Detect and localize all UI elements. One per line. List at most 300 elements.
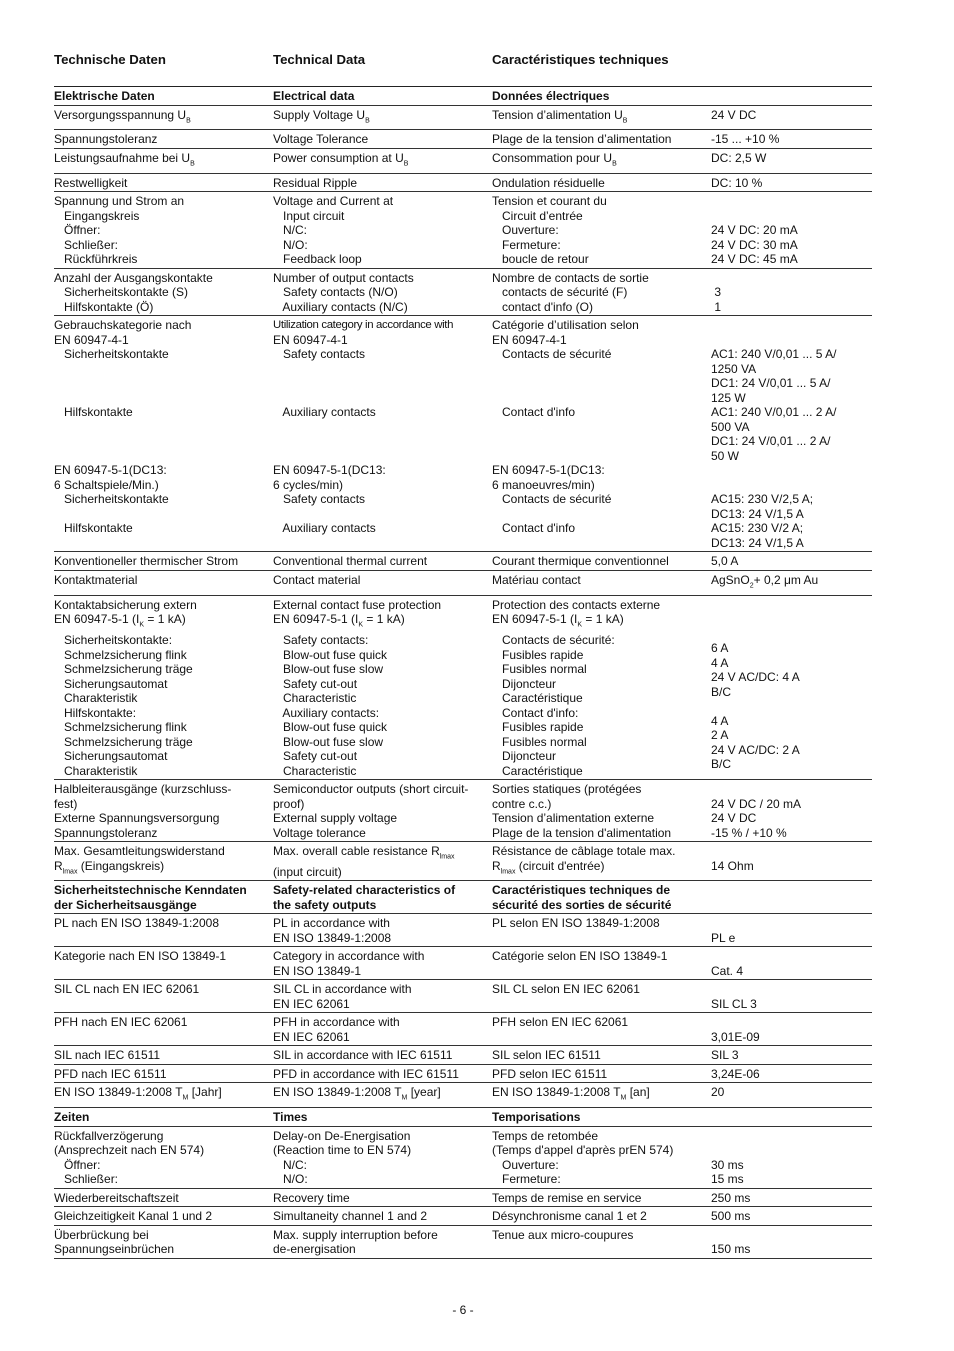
- cell-line: Semiconductor outputs (short circuit-: [273, 782, 469, 797]
- cell-line: [711, 627, 866, 642]
- cell-line: de-energisation: [273, 1242, 356, 1257]
- col-english: [273, 598, 492, 778]
- col-english: [273, 1209, 492, 1224]
- cell-line: Hilfskontakte: [54, 521, 133, 536]
- cell-line: [711, 318, 866, 333]
- cell-line: Sicherungsautomat: [54, 749, 168, 764]
- cell-line: [492, 420, 705, 435]
- cell-line: Sicherheitskontakte: [54, 347, 169, 362]
- cell-line: Electrical data: [273, 89, 355, 103]
- table-row: [54, 106, 872, 131]
- col-value: [711, 132, 872, 147]
- cell-line: Spannungstoleranz: [54, 825, 158, 840]
- cell-line: Characteristic: [273, 763, 357, 778]
- table-row: [54, 596, 872, 780]
- cell-line: Sicherheitstechnische Kenndaten: [54, 883, 247, 898]
- cell-line: Rückführkreis: [54, 252, 138, 267]
- cell-line: Rückfallverzögerung: [54, 1128, 164, 1143]
- cell-line: Schmelzsicherung flink: [54, 720, 187, 735]
- cell-line: 3,01E-09: [711, 1029, 760, 1044]
- col-german: [54, 1048, 273, 1063]
- cell-line: Blow-out fuse quick: [273, 647, 388, 662]
- cell-line: [492, 449, 705, 464]
- col-german: [54, 1085, 273, 1106]
- cell-line: Dijoncteur: [492, 676, 557, 691]
- cell-line: 3,24E-06: [711, 1066, 760, 1081]
- cell-line: 3: [711, 285, 722, 300]
- col-french: [492, 1110, 711, 1125]
- col-german: [54, 782, 273, 840]
- cell-line: AC15: 230 V/2,5 A;: [711, 492, 814, 507]
- col-value: [711, 598, 872, 778]
- cell-line: 20: [711, 1085, 725, 1100]
- cell-line: EN 60947-5-1 ($I_K = 1$ kA): [54, 612, 186, 629]
- col-value: [711, 883, 872, 912]
- cell-line: Voltage tolerance: [273, 825, 366, 840]
- cell-line: Kontaktmaterial: [54, 572, 138, 587]
- table-row: [54, 192, 872, 269]
- col-value: [711, 1191, 872, 1206]
- spec-table: [54, 86, 872, 1259]
- col-value: [711, 1110, 872, 1125]
- cell-line: [273, 536, 486, 551]
- col-value: [711, 1209, 872, 1224]
- col-french: [492, 1085, 711, 1106]
- col-french: [492, 554, 711, 569]
- col-german: [54, 1110, 273, 1125]
- cell-line: Hilfskontakte:: [54, 705, 137, 720]
- col-french: [492, 151, 711, 172]
- col-french: [492, 1228, 711, 1257]
- cell-line: Fusibles rapide: [492, 720, 584, 735]
- cell-line: N/O:: [273, 1172, 308, 1187]
- cell-line: 14 Ohm: [711, 858, 754, 873]
- cell-line: DC1: 24 V/0,01 ... 5 A/: [711, 376, 831, 391]
- cell-line: [492, 362, 705, 377]
- cell-line: Schmelzsicherung träge: [54, 734, 193, 749]
- cell-line: Safety contacts: [273, 347, 366, 362]
- cell-line: (Reaction time to EN 574): [273, 1143, 412, 1158]
- cell-line: External supply voltage: [273, 811, 398, 826]
- cell-line: EN 60947-5-1(DC13:: [54, 463, 167, 478]
- col-english: [273, 883, 492, 912]
- col-german: [54, 598, 273, 778]
- cell-line: Versorgungsspannung $U_B$: [54, 107, 191, 124]
- col-french: [492, 883, 711, 912]
- table-row: [54, 130, 872, 149]
- cell-line: [273, 420, 486, 435]
- cell-line: [711, 333, 866, 348]
- col-french: [492, 89, 711, 104]
- cell-line: 500 VA: [711, 419, 750, 434]
- cell-line: Halbleiterausgänge (kurzschluss-: [54, 782, 232, 797]
- col-value: [711, 1085, 872, 1106]
- cell-line: Category in accordance with: [273, 949, 425, 964]
- col-value: [711, 782, 872, 840]
- cell-line: Konventioneller thermischer Strom: [54, 554, 239, 569]
- cell-line: Conventional thermal current: [273, 554, 428, 569]
- col-english: [273, 554, 492, 569]
- cell-line: Schließer:: [54, 237, 119, 252]
- col-english: [273, 1067, 492, 1082]
- cell-line: PL nach EN ISO 13849-1:2008: [54, 916, 219, 931]
- col-english: [273, 318, 492, 550]
- cell-line: [711, 463, 866, 478]
- cell-line: Contact d'info:: [492, 705, 579, 720]
- cell-line: Contact material: [273, 572, 361, 587]
- cell-line: EN ISO 13849-1: [273, 963, 362, 978]
- cell-line: 24 V DC: 30 mA: [711, 237, 798, 252]
- cell-line: N/O:: [273, 237, 308, 252]
- cell-line: EN 60947-5-1 ($I_K = 1$ kA): [492, 612, 624, 629]
- cell-line: PFH nach EN IEC 62061: [54, 1015, 188, 1030]
- cell-line: -15 ... +10 %: [711, 132, 780, 147]
- cell-line: 15 ms: [711, 1172, 744, 1187]
- cell-line: Courant thermique conventionnel: [492, 554, 669, 569]
- cell-line: DC: 10 %: [711, 175, 763, 190]
- cell-line: sécurité des sorties de sécurité: [492, 897, 672, 912]
- table-row: [54, 1189, 872, 1208]
- cell-line: Characteristic: [273, 691, 357, 706]
- cell-line: SIL 3: [711, 1048, 739, 1063]
- col-value: [711, 949, 872, 978]
- cell-line: [711, 982, 866, 997]
- cell-line: [54, 434, 267, 449]
- cell-line: Résistance de câblage totale max.: [492, 844, 676, 859]
- col-french: [492, 1015, 711, 1044]
- cell-line: EN ISO 13849-1:2008 $T_M$ [Jahr]: [54, 1085, 222, 1102]
- table-row: [54, 1083, 872, 1108]
- col-value: [711, 271, 872, 315]
- cell-line: PL e: [711, 930, 736, 945]
- col-english: [273, 151, 492, 172]
- cell-line: 6 cycles/min): [273, 477, 344, 492]
- col-value: [711, 1228, 872, 1257]
- cell-line: Sicherheitskontakte: [54, 492, 169, 507]
- cell-line: contacts de sécurité (F): [492, 285, 628, 300]
- cell-line: Caractéristiques techniques de: [492, 883, 671, 898]
- table-row: [54, 87, 872, 106]
- cell-line: Blow-out fuse slow: [273, 662, 384, 677]
- col-english: [273, 949, 492, 978]
- page-number: - 6 -: [452, 1303, 474, 1317]
- cell-line: [273, 449, 486, 464]
- cell-line: [273, 434, 486, 449]
- cell-line: [273, 507, 486, 522]
- cell-line: Number of output contacts: [273, 270, 414, 285]
- cell-line: PFH selon EN IEC 62061: [492, 1015, 629, 1030]
- cell-line: Schmelzsicherung träge: [54, 662, 193, 677]
- cell-line: Externe Spannungsversorgung: [54, 811, 220, 826]
- col-german: [54, 982, 273, 1011]
- cell-line: 30 ms: [711, 1157, 744, 1172]
- cell-line: Blow-out fuse slow: [273, 734, 384, 749]
- cell-line: Plage de la tension d’alimentation: [492, 132, 672, 147]
- col-value: [711, 176, 872, 191]
- cell-line: Restwelligkeit: [54, 175, 128, 190]
- col-french: [492, 982, 711, 1011]
- col-english: [273, 982, 492, 1011]
- col-french: [492, 1209, 711, 1224]
- cell-line: fest): [54, 796, 78, 811]
- col-english: [273, 1085, 492, 1106]
- cell-line: [54, 376, 267, 391]
- cell-line: 250 ms: [711, 1190, 751, 1205]
- cell-line: (Temps d'appel d'après prEN 574): [492, 1143, 674, 1158]
- col-german: [54, 573, 273, 594]
- cell-line: AC1: 240 V/0,01 ... 2 A/: [711, 405, 837, 420]
- cell-line: Utilization category in accordance with: [273, 319, 454, 332]
- cell-line: Contacts de sécurité:: [492, 633, 615, 648]
- cell-line: Fusibles normal: [492, 734, 587, 749]
- cell-line: EN IEC 62061: [273, 996, 350, 1011]
- col-value: [711, 1129, 872, 1187]
- cell-line: Données électriques: [492, 89, 610, 103]
- col-english: [273, 132, 492, 147]
- cell-line: [711, 1110, 866, 1125]
- table-row: [54, 1127, 872, 1189]
- table-row: [54, 980, 872, 1013]
- cell-line: the safety outputs: [273, 897, 377, 912]
- cell-line: 6 A: [711, 641, 729, 656]
- table-row: [54, 174, 872, 193]
- col-german: [54, 1191, 273, 1206]
- col-value: [711, 194, 872, 267]
- cell-line: Times: [273, 1110, 308, 1125]
- col-value: [711, 89, 872, 104]
- cell-line: [492, 391, 705, 406]
- cell-line: EN ISO 13849-1:2008 $T_M$ [year]: [273, 1085, 441, 1102]
- cell-line: 1: [711, 299, 722, 314]
- cell-line: Spannungstoleranz: [54, 132, 158, 147]
- cell-line: 4 A: [711, 655, 729, 670]
- cell-line: Recovery time: [273, 1190, 350, 1205]
- col-french: [492, 1067, 711, 1082]
- cell-line: Contact d'info: [492, 405, 576, 420]
- cell-line: Safety-related characteristics of: [273, 883, 456, 898]
- cell-line: [711, 612, 866, 627]
- col-german: [54, 1067, 273, 1082]
- cell-line: Catégorie d’utilisation selon: [492, 318, 639, 333]
- cell-line: Fusibles rapide: [492, 647, 584, 662]
- cell-line: Contacts de sécurité: [492, 347, 612, 362]
- cell-line: Auxiliary contacts:: [273, 705, 380, 720]
- col-value: [711, 573, 872, 594]
- cell-line: Delay-on De-Energisation: [273, 1128, 411, 1143]
- col-english: [273, 1129, 492, 1187]
- cell-line: [273, 362, 486, 377]
- table-row: [54, 881, 872, 914]
- table-row: [54, 269, 872, 317]
- col-german: [54, 132, 273, 147]
- cell-line: 24 V DC: [711, 811, 757, 826]
- cell-line: [492, 507, 705, 522]
- cell-line: Cat. 4: [711, 963, 744, 978]
- cell-line: Input circuit: [273, 208, 345, 223]
- col-value: [711, 108, 872, 129]
- cell-line: Max. supply interruption before: [273, 1227, 438, 1242]
- cell-line: [711, 1129, 866, 1144]
- cell-line: DC13: 24 V/1,5 A: [711, 506, 804, 521]
- cell-line: 4 A: [711, 713, 729, 728]
- cell-line: SIL CL 3: [711, 996, 757, 1011]
- cell-line: Charakteristik: [54, 691, 138, 706]
- cell-line: Caractéristique: [492, 763, 583, 778]
- cell-line: 24 V DC: [711, 107, 757, 122]
- cell-line: 6 Schaltspiele/Min.): [54, 477, 159, 492]
- cell-line: [54, 507, 267, 522]
- table-row: [54, 1207, 872, 1226]
- cell-line: 24 V AC/DC: 2 A: [711, 742, 800, 757]
- cell-line: Auxiliary contacts (N/C): [273, 299, 408, 314]
- cell-line: Dijoncteur: [492, 749, 557, 764]
- cell-line: 24 V DC: 20 mA: [711, 223, 798, 238]
- cell-line: Überbrückung bei: [54, 1227, 149, 1242]
- cell-line: 125 W: [711, 390, 746, 405]
- col-german: [54, 949, 273, 978]
- cell-line: [711, 1015, 866, 1030]
- col-french: [492, 782, 711, 840]
- col-french: [492, 598, 711, 778]
- cell-line: 24 V DC: 45 mA: [711, 252, 798, 267]
- cell-line: DC: 2,5 W: [711, 150, 767, 165]
- cell-line: Tension d’alimentation $U_B$: [492, 107, 628, 124]
- table-row: [54, 914, 872, 947]
- col-english: [273, 108, 492, 129]
- col-french: [492, 1129, 711, 1187]
- cell-line: $R_{lmax}$ (circuit d'entrée): [492, 858, 605, 875]
- cell-line: Safety cut-out: [273, 676, 358, 691]
- cell-line: Öffner:: [54, 1157, 101, 1172]
- cell-line: Consommation pour $U_B$: [492, 150, 617, 168]
- cell-line: [711, 271, 866, 286]
- cell-line: -15 % / +10 %: [711, 825, 787, 840]
- col-german: [54, 151, 273, 172]
- cell-line: Simultaneity channel 1 and 2: [273, 1209, 428, 1224]
- table-row: [54, 552, 872, 571]
- col-french: [492, 1048, 711, 1063]
- cell-line: EN ISO 13849-1:2008: [273, 930, 392, 945]
- cell-line: Auxiliary contacts: [273, 521, 376, 536]
- cell-line: Power consumption at $U_B$: [273, 150, 409, 168]
- col-french: [492, 318, 711, 550]
- cell-line: DC1: 24 V/0,01 ... 2 A/: [711, 434, 831, 449]
- cell-line: B/C: [711, 757, 732, 772]
- cell-line: (input circuit): [273, 864, 342, 879]
- cell-line: Temps de remise en service: [492, 1190, 642, 1205]
- table-row: [54, 1065, 872, 1084]
- cell-line: Hilfskontakte (Ö): [54, 299, 154, 314]
- table-row: [54, 316, 872, 552]
- col-german: [54, 176, 273, 191]
- cell-line: EN 60947-5-1 ($I_K = 1$ kA): [273, 612, 405, 629]
- col-french: [492, 844, 711, 879]
- cell-line: 24 V DC / 20 mA: [711, 796, 802, 811]
- table-row: [54, 149, 872, 174]
- col-value: [711, 151, 872, 172]
- col-french: [492, 271, 711, 315]
- cell-line: Contact d'info: [492, 521, 576, 536]
- cell-line: Ondulation résiduelle: [492, 175, 605, 190]
- cell-line: Spannungseinbrüchen: [54, 1242, 175, 1257]
- cell-line: EN ISO 13849-1:2008 $T_M$ [an]: [492, 1085, 650, 1102]
- table-row: [54, 571, 872, 596]
- cell-line: AC1: 240 V/0,01 ... 5 A/: [711, 347, 837, 362]
- cell-line: [711, 699, 866, 714]
- col-german: [54, 1015, 273, 1044]
- cell-line: Safety contacts:: [273, 633, 369, 648]
- cell-line: Anzahl der Ausgangskontakte: [54, 270, 213, 285]
- cell-line: [54, 536, 267, 551]
- col-french: [492, 573, 711, 594]
- cell-line: Fermeture:: [492, 237, 561, 252]
- cell-line: proof): [273, 796, 305, 811]
- col-value: [711, 1015, 872, 1044]
- cell-line: EN 60947-5-1(DC13:: [492, 463, 605, 478]
- col-german: [54, 844, 273, 879]
- col-french: [492, 194, 711, 267]
- cell-line: Tenue aux micro-coupures: [492, 1227, 634, 1242]
- cell-line: Eingangskreis: [54, 208, 140, 223]
- cell-line: [711, 89, 866, 104]
- cell-line: Temporisations: [492, 1110, 581, 1125]
- cell-line: [711, 844, 866, 859]
- col-german: [54, 916, 273, 945]
- cell-line: 24 V AC/DC: 4 A: [711, 670, 800, 685]
- col-german: [54, 883, 273, 912]
- table-row: [54, 1226, 872, 1259]
- cell-line: boucle de retour: [492, 252, 589, 267]
- cell-line: 50 W: [711, 448, 740, 463]
- cell-line: Catégorie selon EN ISO 13849-1: [492, 949, 668, 964]
- col-french: [492, 916, 711, 945]
- cell-line: Kontaktabsicherung extern: [54, 597, 197, 612]
- cell-line: EN 60947-4-1: [492, 332, 567, 347]
- cell-line: Caractéristique: [492, 691, 583, 706]
- col-english: [273, 916, 492, 945]
- cell-line: contre c.c.): [492, 796, 552, 811]
- cell-line: SIL in accordance with IEC 61511: [273, 1048, 453, 1063]
- col-english: [273, 782, 492, 840]
- cell-line: AC15: 230 V/2 A;: [711, 521, 804, 536]
- cell-line: PFH in accordance with: [273, 1015, 400, 1030]
- table-row: [54, 1046, 872, 1065]
- cell-line: DC13: 24 V/1,5 A: [711, 535, 804, 550]
- cell-line: Feedback loop: [273, 252, 362, 267]
- col-value: [711, 1048, 872, 1063]
- cell-line: [711, 949, 866, 964]
- cell-line: Protection des contacts externe: [492, 597, 661, 612]
- cell-line: 500 ms: [711, 1209, 751, 1224]
- cell-line: N/C:: [273, 1157, 308, 1172]
- col-english: [273, 1015, 492, 1044]
- cell-line: Contacts de sécurité: [492, 492, 612, 507]
- cell-line: [54, 420, 267, 435]
- col-english: [273, 89, 492, 104]
- cell-line: [273, 376, 486, 391]
- cell-line: der Sicherheitsausgänge: [54, 897, 197, 912]
- cell-line: [54, 449, 267, 464]
- cell-line: AgSnO$_2$+ 0,2 μm Au: [711, 572, 819, 590]
- cell-line: [273, 391, 486, 406]
- cell-line: Nombre de contacts de sortie: [492, 270, 649, 285]
- cell-line: EN IEC 62061: [273, 1029, 350, 1044]
- cell-line: PFD nach IEC 61511: [54, 1066, 167, 1081]
- cell-line: Plage de la tension d'alimentation: [492, 825, 672, 840]
- col-german: [54, 1228, 273, 1257]
- col-value: [711, 1067, 872, 1082]
- col-english: [273, 1228, 492, 1257]
